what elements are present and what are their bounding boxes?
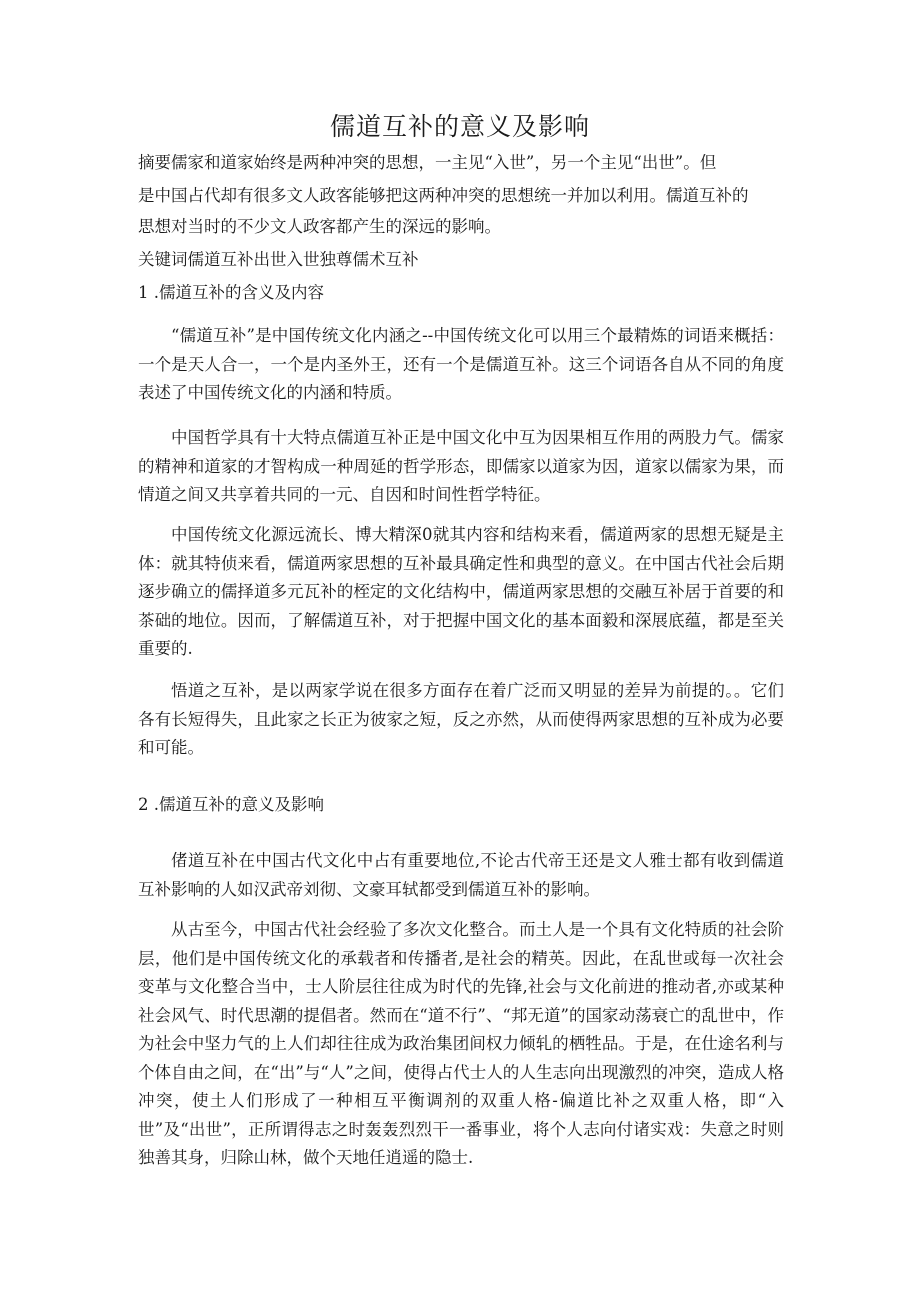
section1-paragraph-2: 中国哲学具有十大特点儒道互补正是中国文化中互为因果相互作用的两股力气。儒家的精神和道家的才智构成一种周延的哲学形态，即儒家以道家为因，道家以儒家为果，而情道之间又共享着共同的一元、自因和时间性哲学特征。 <box>138 428 784 504</box>
document-title: 儒道互补的意义及影响 <box>329 112 590 141</box>
keywords: 关键词儒道互补出世入世独尊儒术互补 <box>138 250 419 269</box>
section1-paragraph-4: 悟道之互补，是以两家学说在很多方面存在着广泛而又明显的差异为前提的。。它们各有长短得失，且此家之长正为彼家之短，反之亦然，从而使得两家思想的互补成为必要和可能。 <box>138 681 784 757</box>
abstract-line-3: 思想对当时的不少文人政客都产生的深远的影响。 <box>138 217 501 236</box>
section2-paragraph-1: 偖道互补在中国古代文化中占有重要地位,不论古代帝王还是文人雅士都有收到儒道互补影响的人如汉武帝刘彻、文豪耳轼都受到儒道互补的影响。 <box>138 851 784 899</box>
section1-paragraph-1: “儒道互补”是中国传统文化内涵之--中国传统文化可以用三个最精炼的词语来概括：一个是天人合一，一个是内圣外王，还有一个是儒道互补。这三个词语各自从不同的角度表述了中国传统文化的内涵和特质。 <box>138 326 784 402</box>
abstract-line-2: 是中国占代却有很多文人政客能够把这两种冲突的思想统一并加以利用。儒道互补的 <box>138 186 749 205</box>
abstract-line-1: 摘要儒家和道家始终是两种冲突的思想，一主见“入世”，另一个主见“出世”。但 <box>138 153 717 172</box>
section1-paragraph-3: 中国传统文化源远流长、博大精深0就其内容和结构来看，儒道两家的思想无疑是主体：就其特侦来看，儒道两家思想的互补最具确定性和典型的意义。在中国古代社会后期逐步确立的儒择道多元瓦补的桎定的文化结构中，儒道两家思想的交融互补居于首要的和茶础的地位。因而，了解儒道互补，对于把握中国文化的基本面毅和深展底蕴，都是至关重要的. <box>138 525 784 658</box>
section2-paragraph-2: 从古至今，中国古代社会经验了多次文化整合。而土人是一个具有文化特质的社会阶层，他们是中国传统文化的承载者和传播者,是社会的精英。因此，在乱世或每一次社会变革与文化整合当中，士人阶层往往成为时代的先锋,社会与文化前进的推动者,亦或某种社会风气、时代思潮的提倡者。然而在“道不行”、“邦无道”的国家动荡衰亡的乱世中，作为社会中坚力气的上人们却往往成为政治集团间权力倾轧的栖牲品。于是，在仕途名利与个体自由之间，在“出”与“人”之间，使得占代士人的人生志向出现激烈的冲突，造成人格冲突，使土人们形成了一种相互平衡调剂的双重人格-偏道比补之双重人格，即“入世”及“出世”，正所谓得志之时轰轰烈烈干一番事业，将个人志向付诸实戏：失意之时则独善其身，归除山林，做个天地任逍遥的隐士. <box>138 920 784 1167</box>
section2-heading: 2 .儒道互补的意义及影响 <box>138 795 324 814</box>
section1-heading: 1 .儒道互补的含义及内容 <box>138 283 324 302</box>
